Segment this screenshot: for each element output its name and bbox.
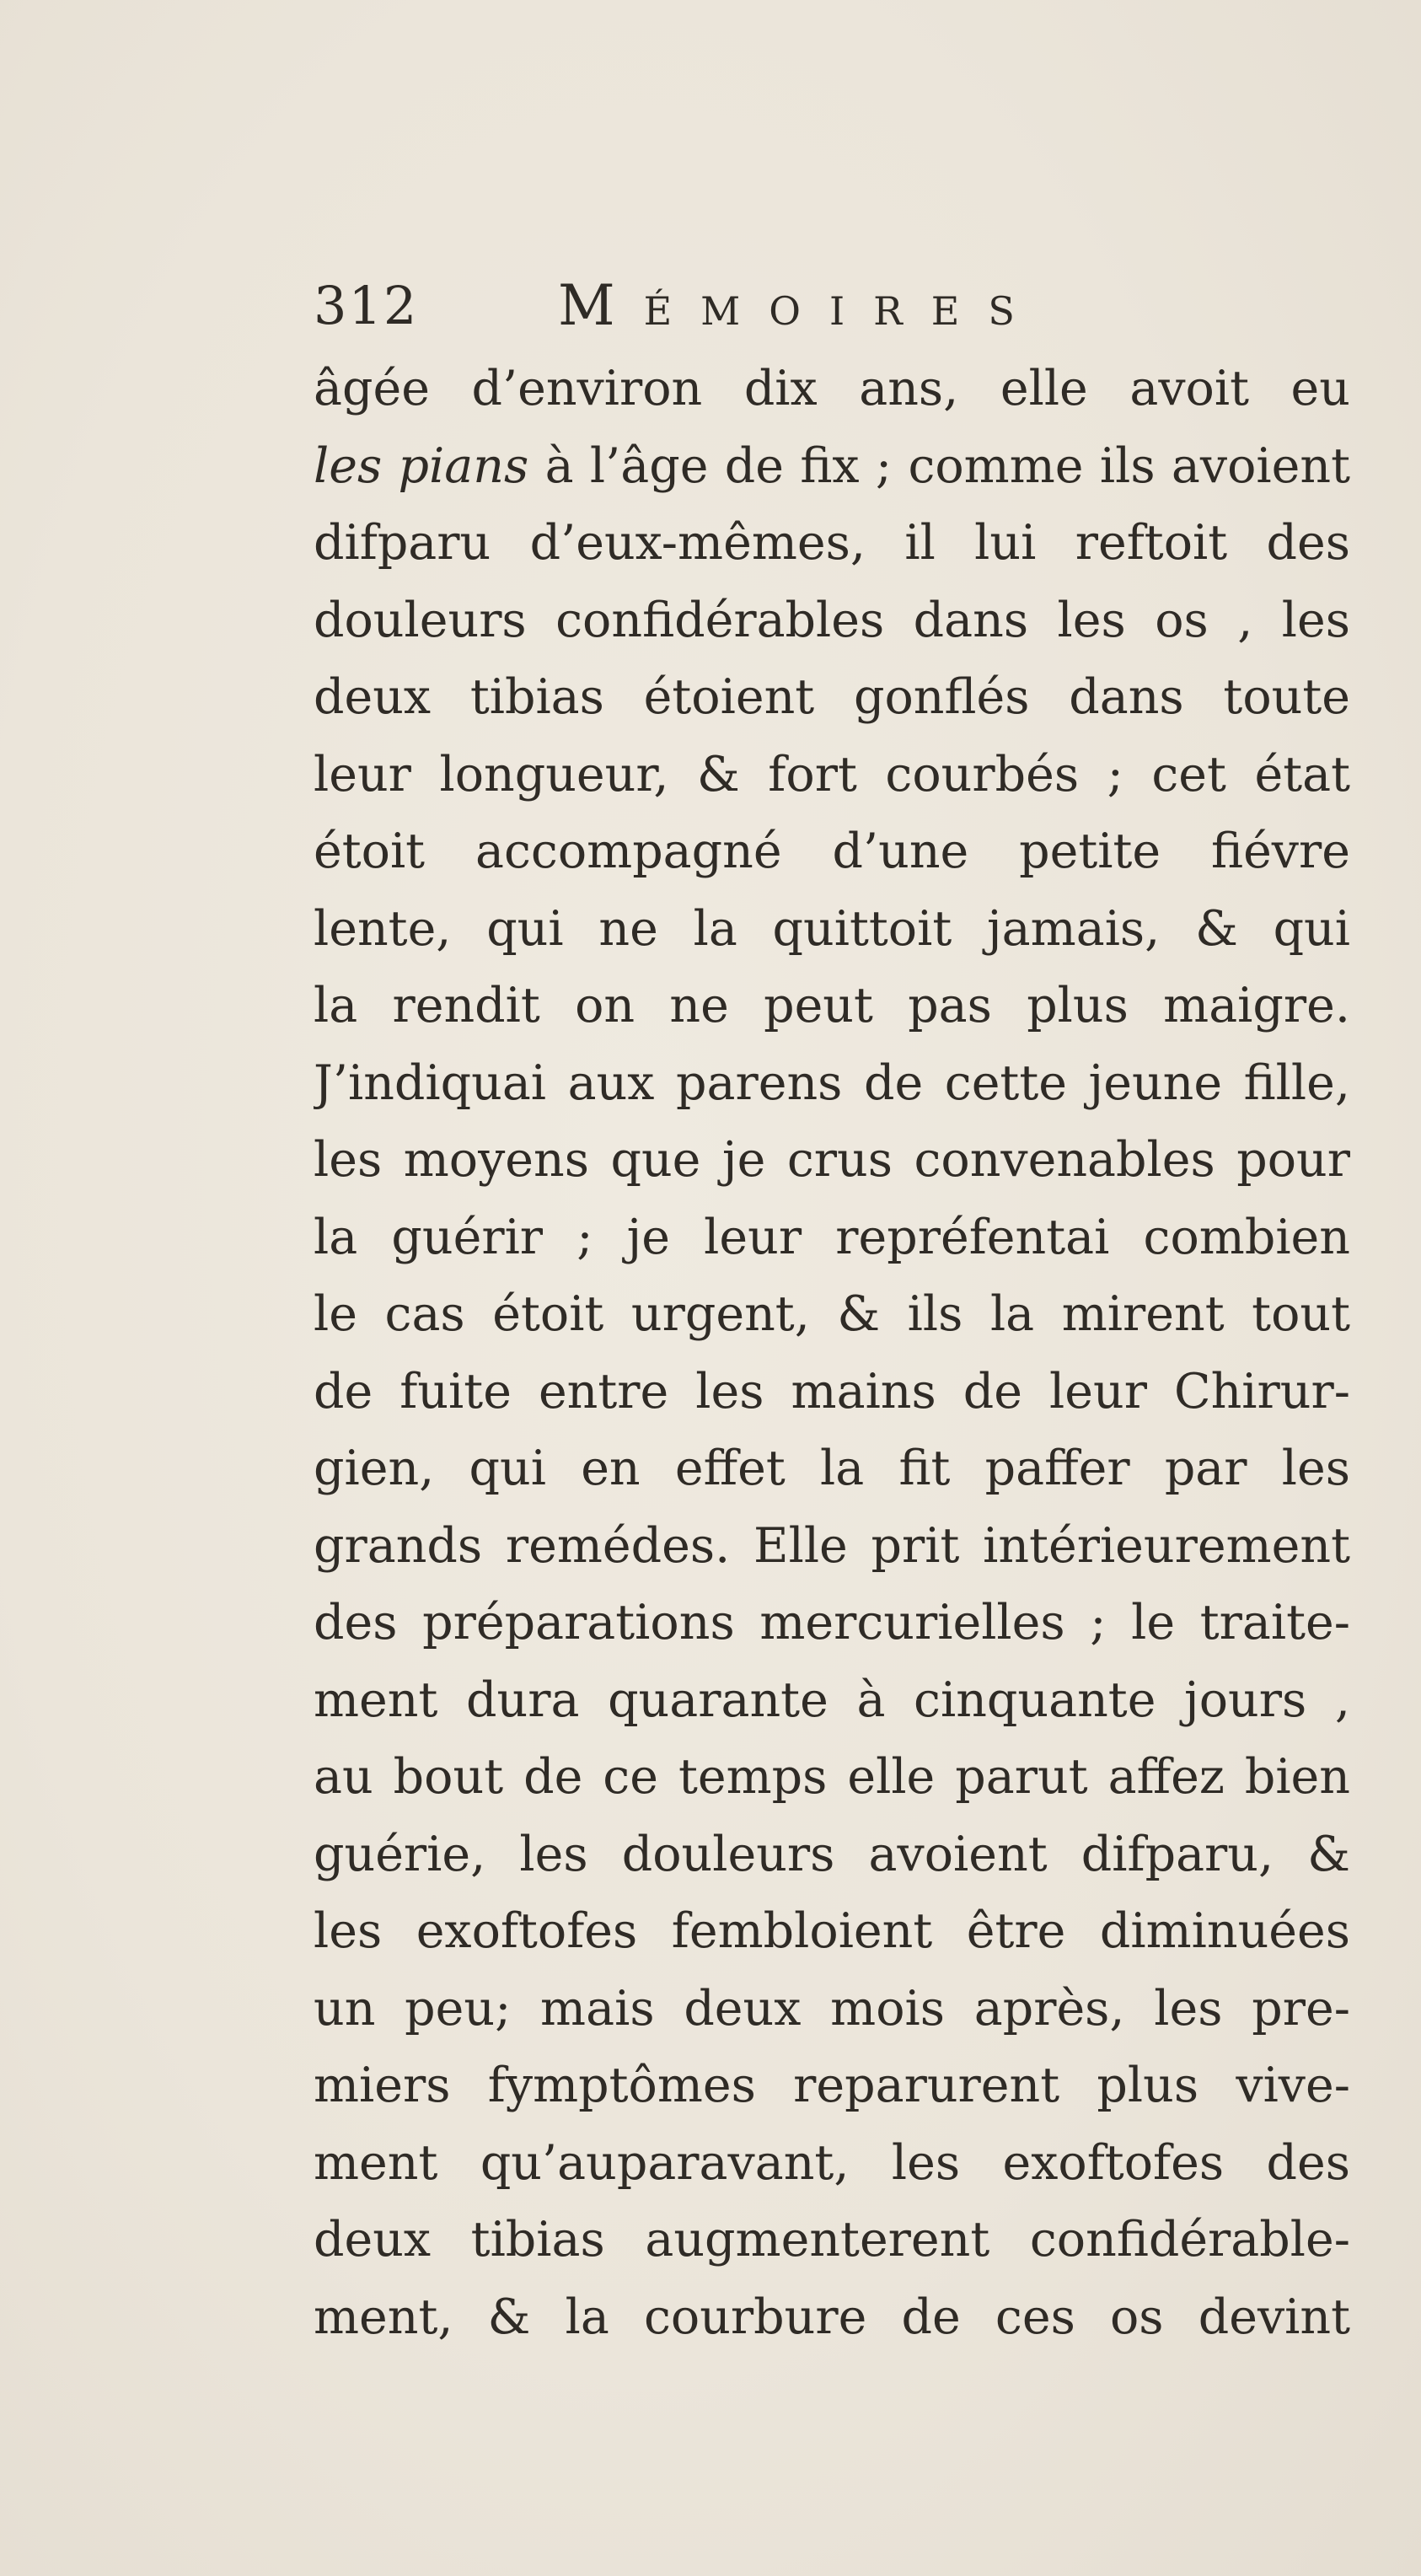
text-line-20: guérie, les douleurs avoient difparu, & xyxy=(314,1826,1350,1882)
text-line-3: difparu d’eux-mêmes, il lui reftoit des xyxy=(314,515,1350,571)
text-line-4: douleurs confidérables dans les os , les xyxy=(314,592,1350,648)
text-line-13: le cas étoit urgent, & ils la mirent tout xyxy=(314,1286,1350,1342)
italic-term: les pians xyxy=(314,437,529,494)
text-line-21: les exoftofes fembloient être diminuées xyxy=(314,1903,1350,1959)
text-line-11: les moyens que je crus convenables pour xyxy=(314,1132,1350,1188)
page-header xyxy=(314,268,1156,344)
text-line-24: ment qu’auparavant, les exoftofes des xyxy=(314,2134,1350,2191)
body-text xyxy=(314,351,1350,2356)
text-line-22: un peu; mais deux mois après, les pre- xyxy=(314,1980,1350,2037)
text-line-1: âgée d’environ dix ans, elle avoit eu xyxy=(314,361,1350,416)
text-line-6: leur longueur, & fort courbés ; cet état xyxy=(314,746,1350,802)
text-line-9: la rendit on ne peut pas plus maigre. xyxy=(314,978,1350,1033)
running-head: Mémoires xyxy=(558,273,1043,338)
text-line-7: étoit accompagné d’une petite fiévre xyxy=(314,824,1350,879)
page-number: 312 xyxy=(314,275,419,336)
text-line-2-rest: à l’âge de fix ; comme ils avoient xyxy=(528,437,1350,494)
text-line-26: ment, & la courbure de ces os devint xyxy=(314,2289,1350,2345)
text-line-17: des préparations mercurielles ; le traite- xyxy=(314,1595,1350,1650)
text-line-15: gien, qui en effet la fit paffer par les xyxy=(314,1441,1350,1496)
text-line-12: la guérir ; je leur repréfentai combien xyxy=(314,1209,1350,1265)
text-line-2 xyxy=(314,428,1350,506)
text-line-18: ment dura quarante à cinquante jours , xyxy=(314,1672,1350,1728)
text-line-5: deux tibias étoient gonflés dans toute xyxy=(314,669,1350,725)
text-line-19: au bout de ce temps elle parut affez bien xyxy=(314,1749,1350,1805)
text-line-23: miers fymptômes reparurent plus vive- xyxy=(314,2058,1350,2113)
text-line-25: deux tibias augmenterent confidérable- xyxy=(314,2212,1350,2267)
text-line-10: J’indiquai aux parens de cette jeune fille, xyxy=(314,1055,1350,1111)
text-line-14: de fuite entre les mains de leur Chirur- xyxy=(314,1363,1350,1419)
text-line-16: grands remédes. Elle prit intérieurement xyxy=(314,1517,1350,1574)
text-line-8: lente, qui ne la quittoit jamais, & qui xyxy=(314,900,1350,957)
